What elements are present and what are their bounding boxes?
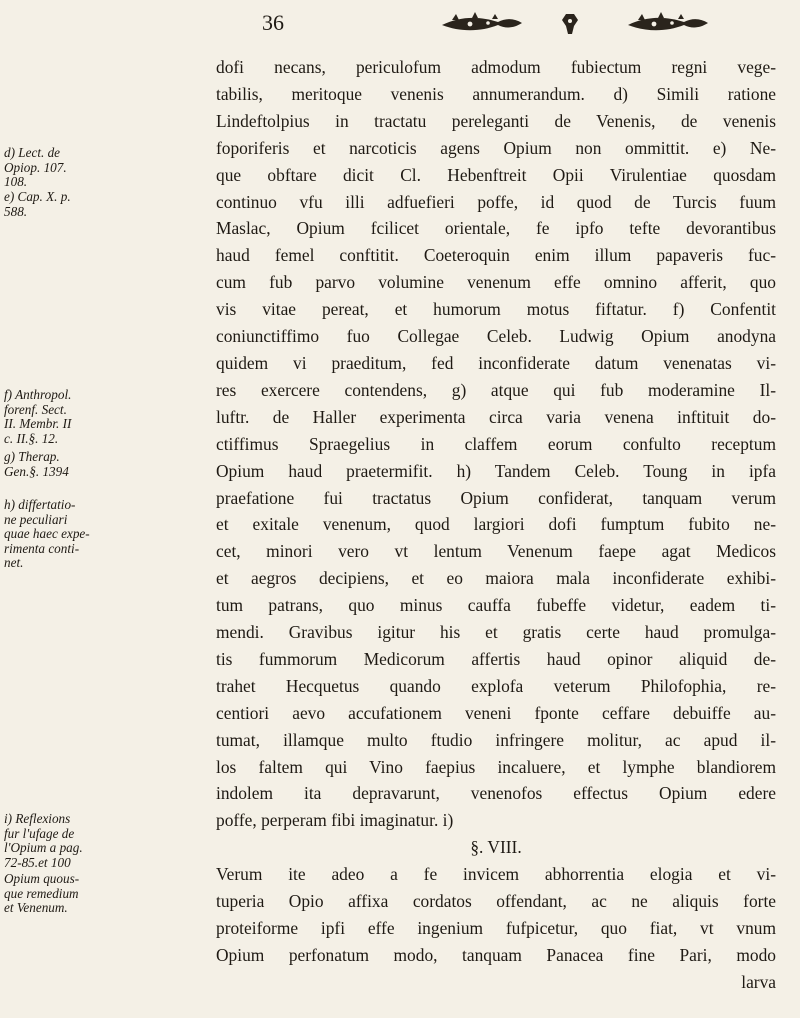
margin-note-e: [4, 190, 128, 219]
text-line: mendi. Gravibus igitur his et gratis certe haud promulga-: [216, 622, 776, 643]
margin-note-line: e) Cap. X. p.: [4, 189, 71, 204]
text-line: proteiforme ipfi effe ingenium fufpicetur, quo fiat, vt vnum: [216, 918, 776, 938]
text-line: et aegros decipiens, et eo maiora mala inconfiderate exhibi-: [216, 568, 776, 589]
margin-note-line: et Venenum.: [4, 900, 68, 916]
margin-note-line: que remedium: [4, 885, 79, 901]
text-line: res exercere contendens, g) atque qui fub moderamine Il-: [216, 379, 776, 400]
text-line: Opium haud praetermifit. h) Tandem Celeb. Toung in ipfa: [216, 460, 776, 481]
margin-note-d: [4, 146, 128, 190]
body-text: [216, 54, 776, 996]
text-line: tumat, illamque multo ftudio infringere molitur, ac apud il-: [216, 729, 776, 750]
margin-note-line: Opiop. 107.: [4, 159, 67, 175]
text-line: praefatione fui tractatus Opium confiderat, tanquam verum: [216, 487, 776, 508]
margin-note-line: 72-85.et 100: [4, 854, 71, 870]
margin-note-side-heading: [4, 872, 128, 916]
text-line: centiori aevo accufationem veneni fponte ceffare debuiffe au-: [216, 702, 776, 723]
margin-note-f: [4, 388, 128, 446]
text-line: tis fummorum Medicorum affertis haud opinor aliquid de-: [216, 648, 776, 669]
text-line: continuo vfu illi adfuefieri poffe, id quod de Turcis fuum: [216, 191, 776, 212]
margin-note-line: h) differtatio-: [4, 497, 76, 512]
margin-note-i: [4, 812, 128, 870]
text-line: Opium perfonatum modo, tanquam Panacea fine Pari, modo: [216, 944, 776, 965]
text-line: coniunctiffimo fuo Collegae Celeb. Ludwig Opium anodyna: [216, 326, 776, 347]
text-line: luftr. de Haller experimenta circa varia venena inftituit do-: [216, 406, 776, 427]
margin-note-line: net.: [4, 555, 24, 571]
margin-note-line: g) Therap.: [4, 449, 60, 464]
margin-note-line: Gen.§. 1394: [4, 463, 69, 479]
text-line: quidem vi praeditum, fed inconfiderate datum venenatas vi-: [216, 352, 776, 373]
text-line: tabilis, meritoque venenis annumerandum. d) Simili ratione: [216, 83, 776, 104]
text-line: foporiferis et narcoticis agens Opium non ommittit. e) Ne-: [216, 137, 776, 158]
section-heading: §. VIII.: [470, 837, 522, 858]
text-line: tuperia Opio affixa cordatos offendant, ac ne aliquis forte: [216, 891, 776, 912]
catchword: larva: [741, 971, 776, 992]
margin-note-line: quae haec expe-: [4, 526, 90, 542]
margin-note-line: i) Reflexions: [4, 811, 71, 826]
text-line: vis vitae pereat, et humorum motus fiftatur. f) Confentit: [216, 299, 776, 320]
text-line: que obftare dicit Cl. Hebenftreit Opii Virulentiae quosdam: [216, 164, 776, 185]
margin-note-line: Opium quous-: [4, 871, 80, 886]
page-number: 36: [262, 10, 284, 35]
margin-note-line: II. Membr. II: [4, 416, 72, 432]
text-line: indolem ita depravarunt, venenofos effectus Opium edere: [216, 783, 776, 804]
margin-note-line: 108.: [4, 174, 28, 190]
text-line: Verum ite adeo a fe invicem abhorrentia elogia et vi-: [216, 864, 776, 885]
text-line: Lindeftolpius in tractatu pereleganti de Venenis, de venenis: [216, 110, 776, 131]
text-line: ctiffimus Spraegelius in claffem eorum confulto receptum: [216, 433, 776, 454]
margin-note-line: f) Anthropol.: [4, 387, 72, 402]
text-line: cum fub parvo volumine venenum effe omnino afferit, quo: [216, 272, 776, 293]
text-line: dofi necans, periculofum admodum fubiectum regni vege-: [216, 57, 776, 77]
margin-note-g: [4, 450, 128, 479]
margin-note-line: ne peculiari: [4, 511, 68, 527]
margin-note-line: d) Lect. de: [4, 145, 61, 160]
margin-note-line: c. II.§. 12.: [4, 430, 59, 446]
ornament-icon: [440, 10, 710, 36]
text-line: haud femel conftitit. Coeteroquin enim illum papaveris fuc-: [216, 245, 776, 266]
margin-note-h: [4, 498, 128, 571]
text-line: cet, minori vero vt lentum Venenum faepe agat Medicos: [216, 541, 776, 562]
margin-note-line: fur l'ufage de: [4, 825, 75, 841]
margin-note-line: l'Opium a pag.: [4, 840, 83, 856]
text-line: trahet Hecquetus quando explofa veterum Philofophia, re-: [216, 675, 776, 696]
margin-note-line: rimenta conti-: [4, 540, 80, 556]
text-line: poffe, perperam fibi imaginatur. i): [216, 810, 454, 831]
text-line: Maslac, Opium fcilicet orientale, fe ipfo tefte devorantibus: [216, 218, 776, 239]
margin-note-line: forenf. Sect.: [4, 401, 67, 417]
text-line: los faltem qui Vino faepius incaluere, et lymphe blandiorem: [216, 756, 776, 777]
margin-note-line: 588.: [4, 203, 28, 219]
text-line: tum patrans, quo minus cauffa fubeffe videtur, eadem ti-: [216, 595, 776, 616]
text-line: et exitale venenum, quod largiori dofi fumptum fubito ne-: [216, 514, 776, 535]
